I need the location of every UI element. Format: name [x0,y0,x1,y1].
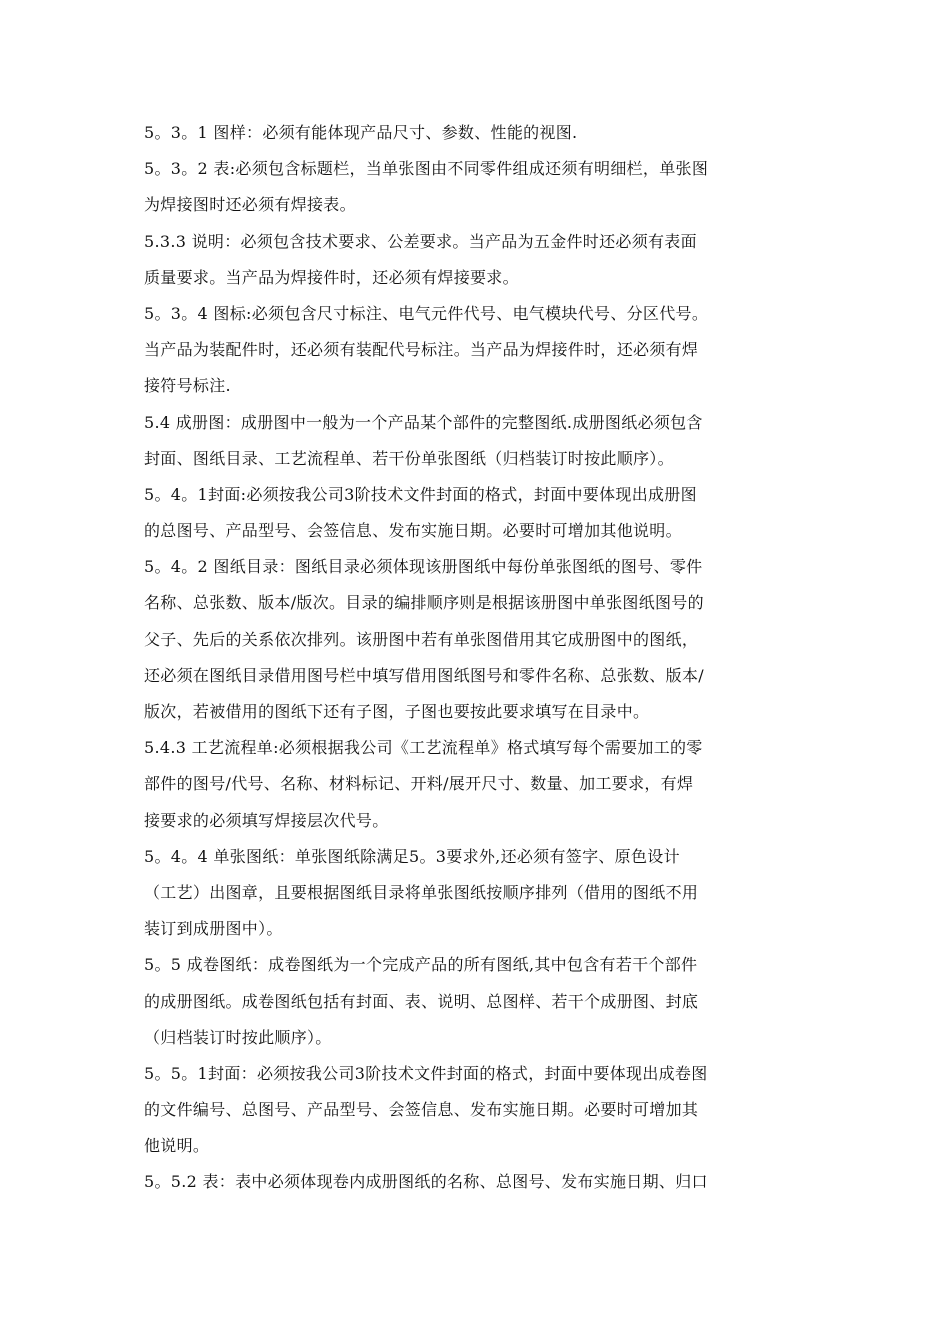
text-line: 5.3.3 说明：必须包含技术要求、公差要求。当产品为五金件时还必须有表面 [144,231,697,251]
text-line: （归档装订时按此顺序）。 [144,1027,332,1047]
text-line: 5。4。1封面:必须按我公司3阶技术文件封面的格式，封面中要体现出成册图 [144,484,697,504]
text-line: 封面、图纸目录、工艺流程单、若干份单张图纸（归档装订时按此顺序）。 [144,448,674,468]
text-line: 的总图号、产品型号、会签信息、发布实施日期。必要时可增加其他说明。 [144,521,682,541]
text-line: 名称、总张数、版本/版次。目录的编排顺序则是根据该册图中单张图纸图号的 [144,593,704,613]
text-line: 5。3。2 表:必须包含标题栏，当单张图由不同零件组成还须有明细栏，单张图 [144,159,709,179]
text-line: 父子、先后的关系依次排列。该册图中若有单张图借用其它成册图中的图纸， [144,629,699,649]
text-line: 当产品为装配件时，还必须有装配代号标注。当产品为焊接件时，还必须有焊 [144,340,699,360]
text-line: 版次，若被借用的图纸下还有子图，子图也要按此要求填写在目录中。 [144,702,650,721]
text-line: 质量要求。当产品为焊接件时，还必须有焊接要求。 [144,267,519,287]
text-line: 5。5。1封面：必须按我公司3阶技术文件封面的格式，封面中要体现出成卷图 [144,1063,708,1083]
text-line: 还必须在图纸目录借用图号栏中填写借用图纸图号和零件名称、总张数、版本/ [144,665,704,685]
document-body [144,115,812,1201]
text-line: 的成册图纸。成卷图纸包括有封面、表、说明、总图样、若干个成册图、封底 [144,991,699,1011]
text-line: 5。3。4 图标:必须包含尺寸标注、电气元件代号、电气模块代号、分区代号。 [144,303,709,323]
text-line: 为焊接图时还必须有焊接表。 [144,195,356,215]
text-line: 5。5 成卷图纸：成卷图纸为一个完成产品的所有图纸,其中包含有若干个部件 [144,955,698,975]
text-line: 的文件编号、总图号、产品型号、会签信息、发布实施日期。必要时可增加其 [144,1100,699,1120]
text-line: 他说明。 [144,1136,210,1156]
text-line: 5。5.2 表：表中必须体现卷内成册图纸的名称、总图号、发布实施日期、归口 [144,1172,708,1192]
text-line: 5。4。2 图纸目录：图纸目录必须体现该册图纸中每份单张图纸的图号、零件 [144,557,703,577]
text-line: 接要求的必须填写焊接层次代号。 [144,810,389,830]
text-line: 部件的图号/代号、名称、材料标记、开料/展开尺寸、数量、加工要求，有焊 [144,774,694,794]
text-line: 5.4 成册图：成册图中一般为一个产品某个部件的完整图纸.成册图纸必须包含 [144,412,703,432]
text-line: 接符号标注. [144,376,231,396]
text-line: （工艺）出图章，且要根据图纸目录将单张图纸按顺序排列（借用的图纸不用 [144,882,699,902]
text-line: 5.4.3 工艺流程单:必须根据我公司《工艺流程单》格式填写每个需要加工的零 [144,738,703,758]
text-line: 装订到成册图中）。 [144,919,283,939]
text-line: 5。4。4 单张图纸：单张图纸除满足5。3要求外,还必须有签字、原色设计 [144,846,680,866]
text-line: 5。3。1 图样：必须有能体现产品尺寸、参数、性能的视图. [144,123,578,142]
